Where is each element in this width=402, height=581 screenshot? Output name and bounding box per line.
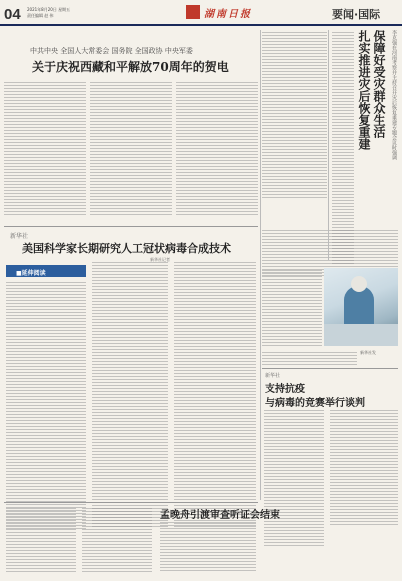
side-headline-sub: 扎实推进灾后恢复重建 [357,30,371,150]
bottom-body-col2 [82,508,152,574]
section-title: 要闻·国际 [332,8,381,21]
page-number: 04 [4,6,21,23]
br-headline-a: 支持抗疫 [265,384,305,395]
side-headline-main: 保障好受灾群众生活 [372,30,386,138]
lead-headline: 关于庆祝西藏和平解放70周年的贺电 [32,60,229,74]
science-col2 [92,262,168,529]
lead-body-col3 [176,82,258,217]
photo-figure-head [351,276,367,292]
science-byline: 新华社记者 [150,257,170,262]
photo-caption: 新华社发 [360,350,376,355]
bottom-divider [4,502,258,503]
photo-caption-lines [262,352,357,367]
extended-reading-box [6,265,86,277]
bottom-body-col1 [6,508,76,574]
photo-equipment [324,324,398,346]
br-body-col1 [264,410,324,548]
lead-body-col4 [262,32,327,200]
br-body-col2 [330,410,398,527]
editor-line: 责任编辑 赵 伟 [27,13,54,18]
side-headline-small: 李克强在河南考察并主持召开灾后恢复重建专题会议时强调 [391,30,397,160]
date-line: 2021年8月20日 星期五 [27,7,71,12]
br-divider [262,368,398,369]
lead-body-col2 [90,82,172,217]
lead-kicker: 中共中央 全国人大常委会 国务院 全国政协 中央军委 [30,47,193,55]
science-col1 [6,282,86,531]
paper-logo-icon [186,5,200,19]
column-rule [328,30,329,260]
science-col4 [262,270,322,348]
section-divider [4,226,258,227]
extended-reading-title: ■延伸阅读 [16,270,46,277]
science-kicker: 新华社 [10,233,29,240]
science-headline: 美国科学家长期研究人工冠状病毒合成技术 [22,242,231,255]
bottom-headline: 孟晚舟引渡审查听证会结束 [160,510,280,521]
br-kicker: 新华社 [265,373,281,379]
lead-body-col1 [4,82,86,217]
news-photo [324,268,398,346]
bottom-body-col3 [160,522,256,573]
paper-name: 湖南日报 [204,9,252,20]
column-rule [260,30,261,500]
br-headline-b: 与病毒的竞赛举行谈判 [265,398,365,409]
science-col3 [174,262,256,529]
masthead-rule [0,24,402,26]
